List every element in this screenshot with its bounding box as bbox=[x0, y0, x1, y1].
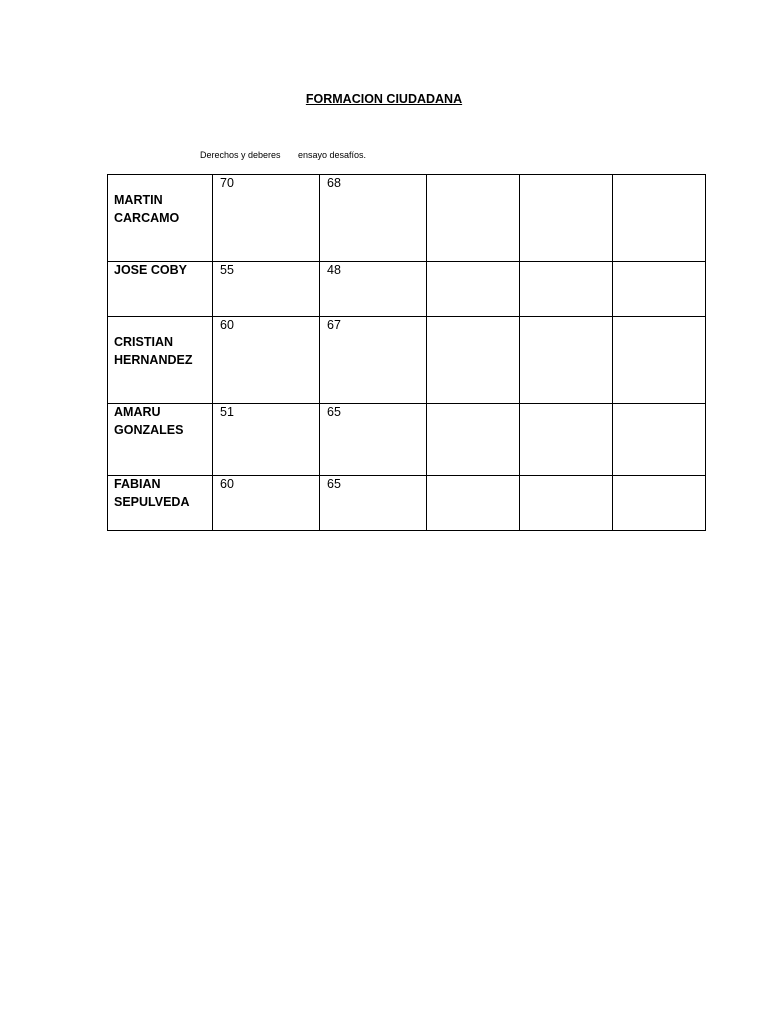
table-row bbox=[108, 317, 706, 404]
derechos-score-cell: 55 bbox=[213, 262, 320, 317]
student-name: MARTIN CARCAMO bbox=[114, 193, 180, 225]
ensayo-score-cell: 65 bbox=[320, 404, 427, 476]
empty-cell bbox=[520, 476, 613, 531]
grades-table bbox=[107, 174, 706, 531]
student-name-cell bbox=[108, 404, 213, 476]
empty-cell bbox=[427, 262, 520, 317]
empty-cell bbox=[520, 175, 613, 262]
empty-cell bbox=[427, 404, 520, 476]
empty-cell bbox=[613, 262, 706, 317]
derechos-score-cell: 51 bbox=[213, 404, 320, 476]
ensayo-score-cell: 65 bbox=[320, 476, 427, 531]
column-label-ensayo: ensayo desafíos. bbox=[298, 150, 367, 160]
ensayo-score-cell: 48 bbox=[320, 262, 427, 317]
empty-cell bbox=[520, 262, 613, 317]
ensayo-score-cell: 67 bbox=[320, 317, 427, 404]
derechos-score-cell: 60 bbox=[213, 476, 320, 531]
column-label-derechos: Derechos y deberes bbox=[200, 150, 281, 160]
derechos-score-cell: 60 bbox=[213, 317, 320, 404]
derechos-score-cell: 70 bbox=[213, 175, 320, 262]
student-name: AMARU GONZALES bbox=[114, 405, 184, 437]
student-name-cell bbox=[108, 262, 213, 317]
table-row bbox=[108, 262, 706, 317]
ensayo-score-cell: 68 bbox=[320, 175, 427, 262]
student-name: JOSE COBY bbox=[114, 263, 187, 277]
empty-cell bbox=[520, 404, 613, 476]
table-row bbox=[108, 175, 706, 262]
table-row bbox=[108, 404, 706, 476]
empty-cell bbox=[613, 175, 706, 262]
student-name-cell bbox=[108, 175, 213, 262]
empty-cell bbox=[427, 317, 520, 404]
student-name: CRISTIAN HERNANDEZ bbox=[114, 335, 193, 367]
table-row bbox=[108, 476, 706, 531]
empty-cell bbox=[520, 317, 613, 404]
empty-cell bbox=[427, 175, 520, 262]
document-title: FORMACION CIUDADANA bbox=[305, 92, 463, 106]
empty-cell bbox=[613, 404, 706, 476]
empty-cell bbox=[613, 476, 706, 531]
empty-cell bbox=[427, 476, 520, 531]
student-name: FABIAN SEPULVEDA bbox=[114, 477, 190, 509]
empty-cell bbox=[613, 317, 706, 404]
student-name-cell bbox=[108, 476, 213, 531]
student-name-cell bbox=[108, 317, 213, 404]
